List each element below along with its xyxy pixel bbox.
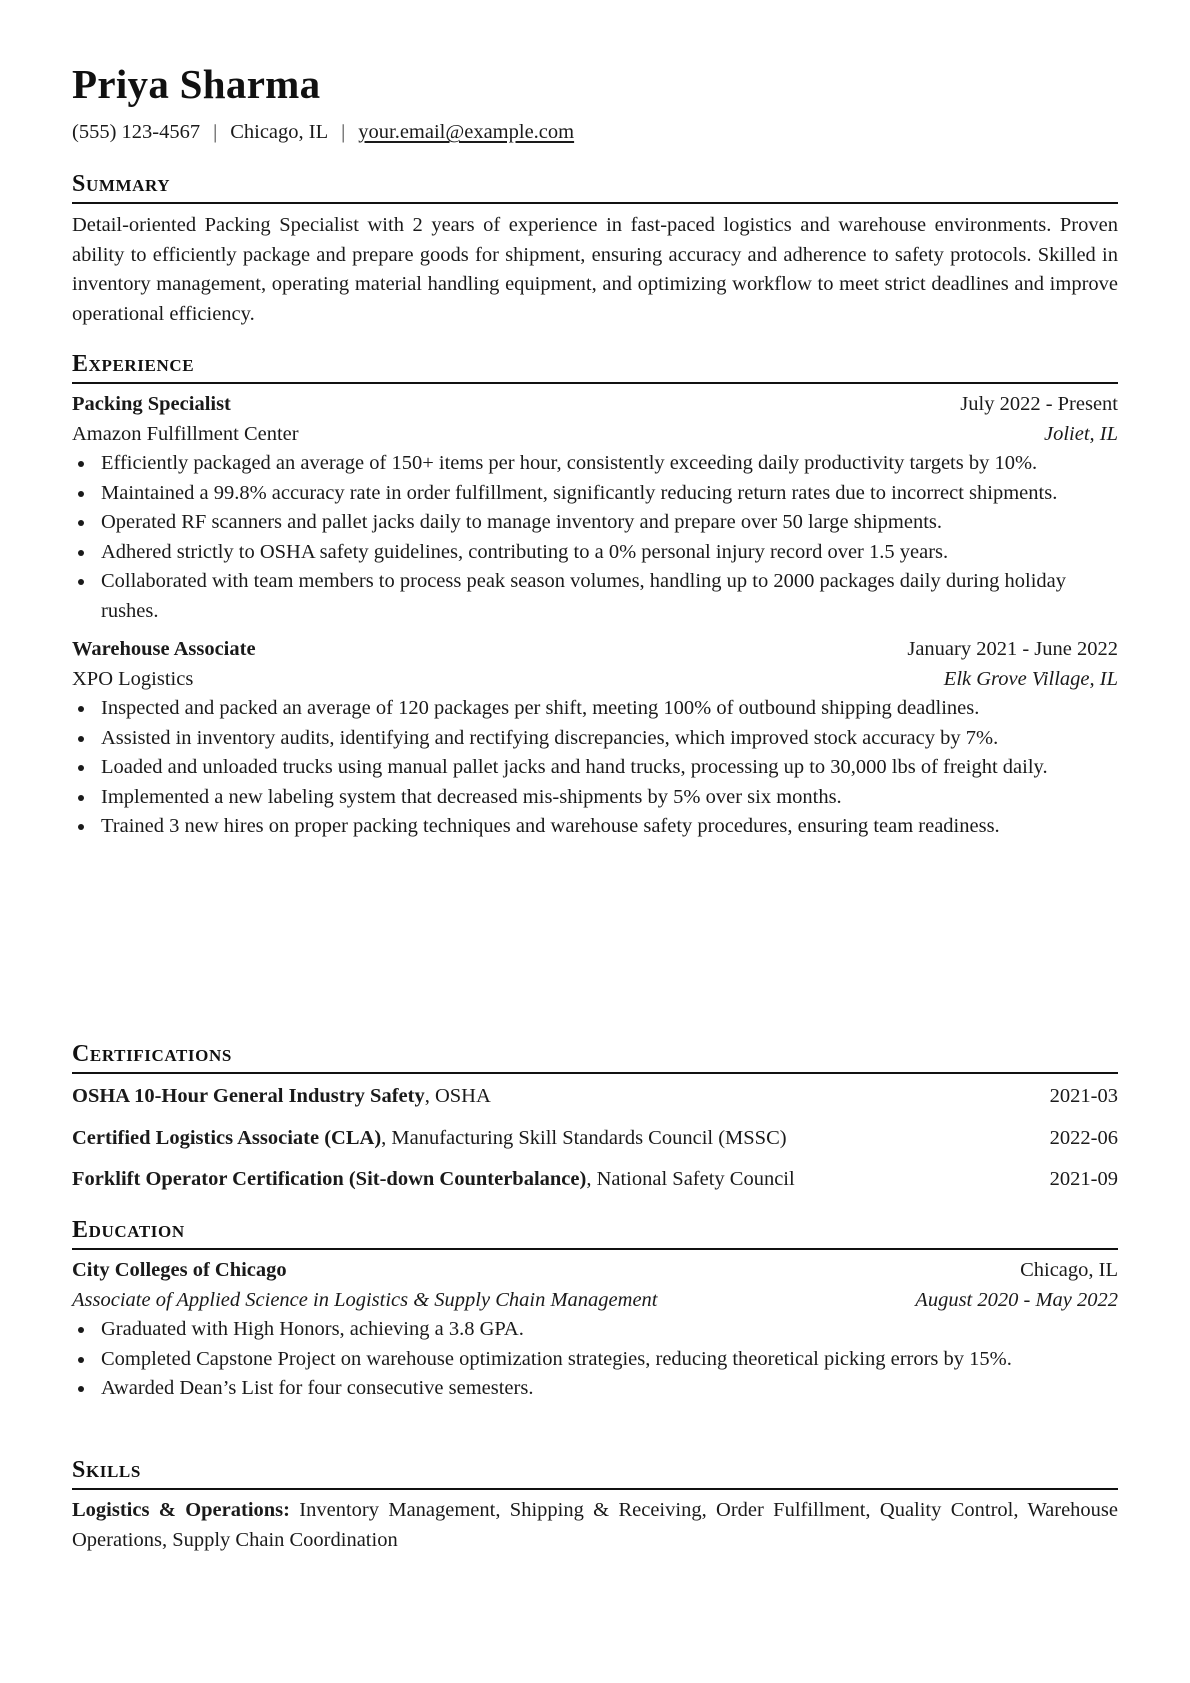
- company-name: Amazon Fulfillment Center: [72, 422, 299, 445]
- skills-line: [72, 1496, 1118, 1555]
- email-link[interactable]: your.email@example.com: [358, 121, 575, 143]
- certification-item: [72, 1124, 1118, 1166]
- bullet-icon: [78, 1357, 84, 1363]
- separator: |: [213, 121, 218, 143]
- bullet-item: Completed Capstone Project on warehouse optimization strategies, reducing theoretical picking errors by 15%.: [72, 1345, 1118, 1375]
- job-bullets: [72, 694, 1118, 842]
- certification-name: Certified Logistics Associate (CLA): [72, 1126, 382, 1149]
- degree: Associate of Applied Science in Logistics & Supply Chain Management: [72, 1288, 658, 1311]
- section-heading-experience: Experience: [72, 350, 1118, 384]
- bullet-item: Collaborated with team members to process peak season volumes, handling up to 2000 packages daily during holiday rushes.: [72, 567, 1118, 626]
- certification-date: 2021-09: [1049, 1168, 1118, 1190]
- bullet-icon: [78, 736, 84, 742]
- summary-text: Detail-oriented Packing Specialist with 2 years of experience in fast-paced logistics and warehouse environments. Proven ability to efficiently package and prepare goods for shipment, ensuring accuracy and adherence to safety protocols. Skilled in inventory management, operating material handling equipment, and optimizing workflow to meet strict deadlines and improve operational efficiency.: [72, 214, 1118, 325]
- certification-date: 2021-03: [1049, 1085, 1118, 1107]
- section-heading-education: Education: [72, 1216, 1118, 1250]
- experience-section: [72, 350, 1118, 842]
- bullet-item: Adhered strictly to OSHA safety guidelines, contributing to a 0% personal injury record over 1.5 years.: [72, 538, 1118, 568]
- bullet-icon: [78, 579, 84, 585]
- bullet-item: Efficiently packaged an average of 150+ items per hour, consistently exceeding daily productivity targets by 10%.: [72, 449, 1118, 479]
- bullet-icon: [78, 550, 84, 556]
- candidate-name: Priya Sharma: [72, 61, 321, 107]
- certification-item: [72, 1165, 1118, 1207]
- bullet-item: Operated RF scanners and pallet jacks daily to manage inventory and prepare over 50 large shipments.: [72, 508, 1118, 538]
- section-heading-summary: Summary: [72, 170, 1118, 204]
- job-title: Packing Specialist: [72, 393, 231, 415]
- bullet-item: Inspected and packed an average of 120 packages per shift, meeting 100% of outbound shipping deadlines.: [72, 694, 1118, 724]
- bullet-item: Graduated with High Honors, achieving a 3.8 GPA.: [72, 1315, 1118, 1345]
- certifications-section: [72, 1040, 1118, 1207]
- job-dates: July 2022 - Present: [960, 393, 1118, 415]
- certification-name: OSHA 10-Hour General Industry Safety: [72, 1085, 425, 1107]
- bullet-item: Awarded Dean’s List for four consecutive semesters.: [72, 1374, 1118, 1404]
- job-bullets: [72, 449, 1118, 626]
- bullet-icon: [78, 795, 84, 801]
- job-dates: January 2021 - June 2022: [907, 638, 1118, 660]
- bullet-item: Maintained a 99.8% accuracy rate in order fulfillment, significantly reducing return rates due to incorrect shipments.: [72, 479, 1118, 509]
- job-entry: [72, 390, 1118, 626]
- certification-issuer: , National Safety Council: [586, 1168, 795, 1190]
- bullet-icon: [78, 491, 84, 497]
- education-dates: August 2020 - May 2022: [915, 1288, 1118, 1311]
- bullet-item: Implemented a new labeling system that decreased mis-shipments by 5% over six months.: [72, 783, 1118, 813]
- certification-name: Forklift Operator Certification (Sit-down Counterbalance): [72, 1168, 587, 1190]
- summary-section: [72, 170, 1118, 329]
- certification-item: [72, 1082, 1118, 1124]
- bullet-icon: [78, 706, 84, 712]
- bullet-icon: [78, 461, 84, 467]
- school-name: City Colleges of Chicago: [72, 1259, 287, 1281]
- job-entry: [72, 635, 1118, 842]
- bullet-item: Assisted in inventory audits, identifying and rectifying discrepancies, which improved stock accuracy by 7%.: [72, 724, 1118, 754]
- separator: |: [341, 121, 346, 143]
- skill-category: Logistics & Operations:: [72, 1499, 290, 1521]
- bullet-icon: [78, 824, 84, 830]
- education-section: [72, 1216, 1118, 1404]
- bullet-icon: [78, 765, 84, 771]
- contact-line: [72, 118, 574, 147]
- job-location: Elk Grove Village, IL: [943, 667, 1118, 690]
- job-location: Joliet, IL: [1043, 422, 1118, 445]
- company-name: XPO Logistics: [72, 667, 194, 690]
- bullet-icon: [78, 520, 84, 526]
- education-bullets: [72, 1315, 1118, 1404]
- bullet-item: Trained 3 new hires on proper packing techniques and warehouse safety procedures, ensuring team readiness.: [72, 812, 1118, 842]
- skill-list: Inventory Management, Shipping & Receiving, Order Fulfillment, Quality Control, Warehouse Operations, Supply Chain Coordination: [72, 1499, 1119, 1551]
- school-location: Chicago, IL: [1020, 1259, 1118, 1281]
- certification-issuer: , OSHA: [424, 1085, 491, 1107]
- certification-date: 2022-06: [1049, 1126, 1118, 1149]
- bullet-icon: [78, 1327, 84, 1333]
- skills-section: [72, 1456, 1118, 1555]
- phone-number: (555) 123-4567: [72, 121, 201, 143]
- job-title: Warehouse Associate: [72, 638, 256, 660]
- bullet-item: Loaded and unloaded trucks using manual pallet jacks and hand trucks, processing up to 30,000 lbs of freight daily.: [72, 753, 1118, 783]
- certification-issuer: , Manufacturing Skill Standards Council (MSSC): [381, 1126, 787, 1149]
- bullet-icon: [78, 1386, 84, 1392]
- section-heading-certifications: Certifications: [72, 1040, 1118, 1074]
- location: Chicago, IL: [230, 121, 329, 143]
- section-heading-skills: Skills: [72, 1456, 1118, 1490]
